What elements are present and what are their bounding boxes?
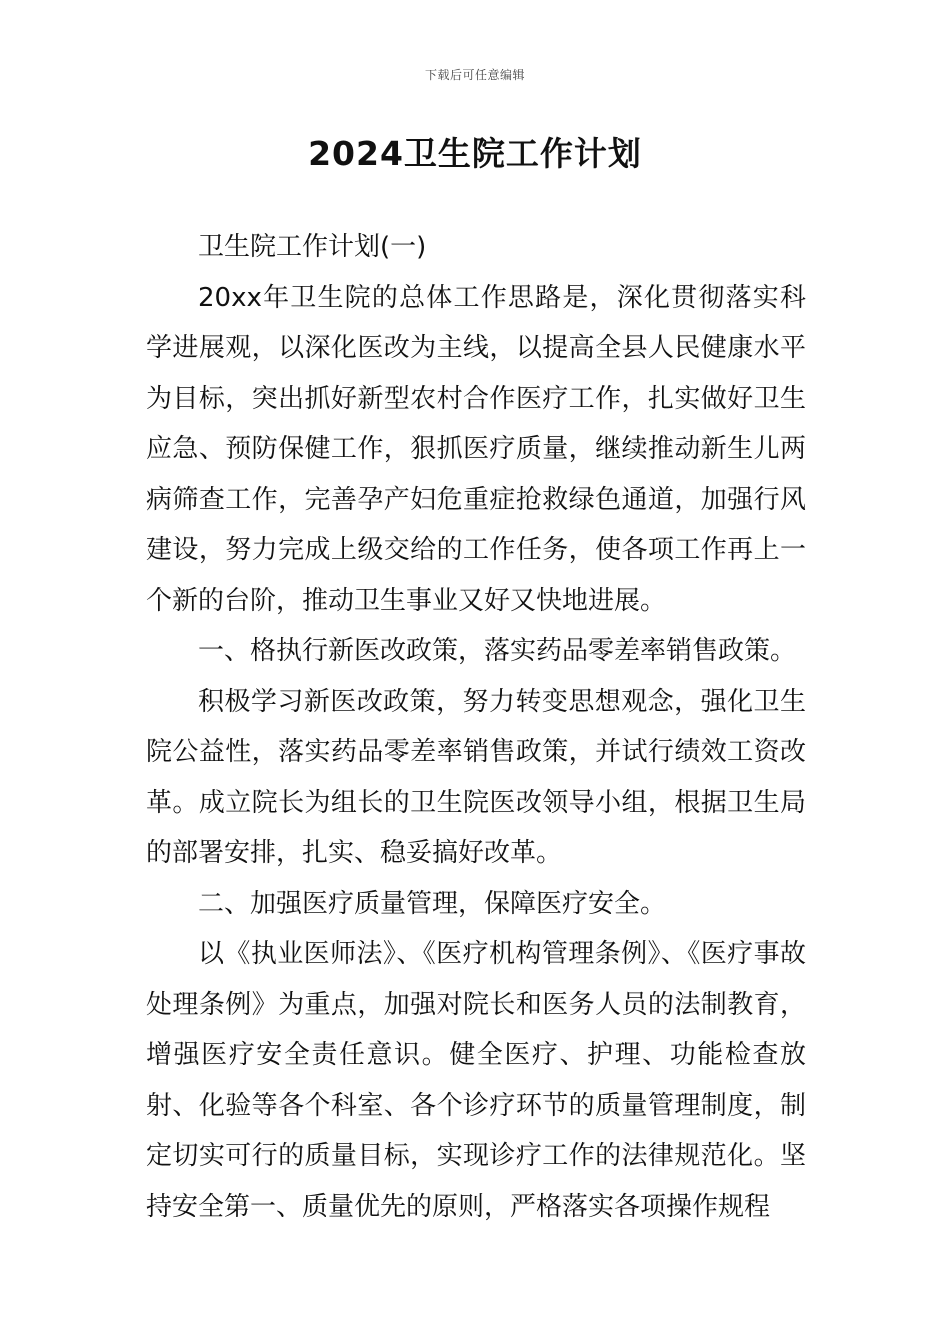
document-body [146, 222, 806, 1232]
section-subtitle: 卫生院工作计划(一) [198, 232, 427, 262]
heading-section-1: 一、格执行新医改政策，落实药品零差率销售政策。 [198, 636, 797, 666]
heading-section-2: 二、加强医疗质量管理，保障医疗安全。 [198, 888, 667, 919]
document-title: 2024卫生院工作计划 [308, 134, 642, 173]
paragraph-section-2: 以《执业医师法》、《医疗机构管理条例》、《医疗事故处理条例》为重点，加强对院长和医务人员的法制教育，增强医疗安全责任意识。健全医疗、护理、功能检查放射、化验等各个科室、各个诊疗环节的质量管理制度，制定切实可行的质量目标，实现诊疗工作的法律规范化。坚持安全第一、质量优先的原则，严格落实各项操作规程 [146, 939, 806, 1222]
paragraph-overview: 20xx年卫生院的总体工作思路是，深化贯彻落实科学进展观，以深化医改为主线，以提高全县人民健康水平为目标，突出抓好新型农村合作医疗工作，扎实做好卫生应急、预防保健工作，狠抓医疗质量，继续推动新生儿两病筛查工作，完善孕产妇危重症抢救绿色通道，加强行风建设，努力完成上级交给的工作任务，使各项工作再上一个新的台阶，推动卫生事业又好又快地进展。 [146, 282, 806, 616]
header-note: 下载后可任意编辑 [424, 68, 525, 82]
paragraph-section-1: 积极学习新医改政策，努力转变思想观念，强化卫生院公益性，落实药品零差率销售政策，并试行绩效工资改革。成立院长为组长的卫生院医改领导小组，根据卫生局的部署安排，扎实、稳妥搞好改革。 [146, 686, 806, 868]
